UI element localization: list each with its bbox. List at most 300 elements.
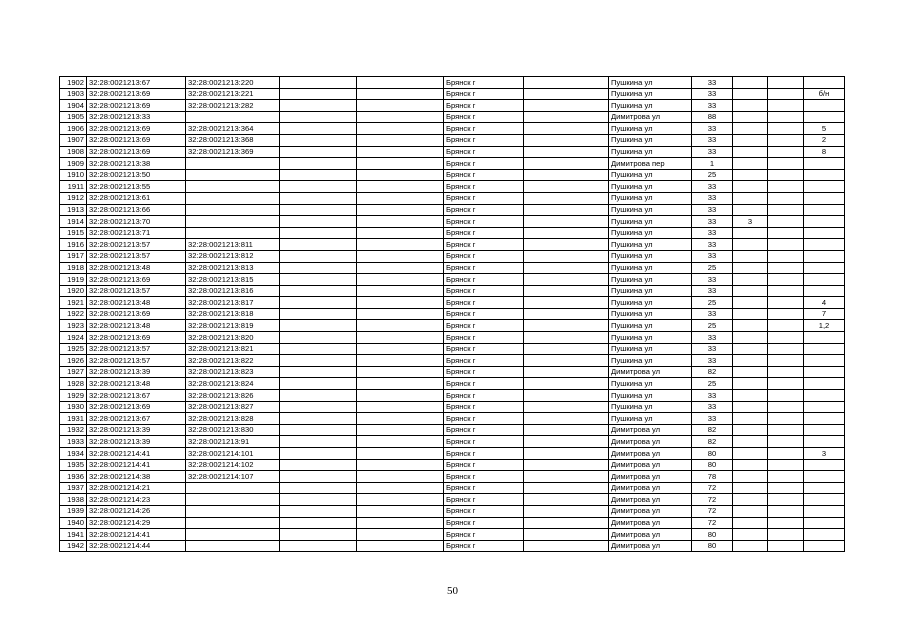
cell-empty-col-10 bbox=[768, 320, 804, 332]
cell-building bbox=[733, 181, 768, 193]
cell-empty-col-4 bbox=[357, 505, 444, 517]
cell-empty-col-6 bbox=[524, 482, 609, 494]
cell-house-number: 33 bbox=[692, 390, 733, 402]
table-row bbox=[60, 320, 845, 332]
cell-sub-cadastral-number bbox=[186, 529, 280, 541]
cell-building bbox=[733, 100, 768, 112]
cell-empty-col-3 bbox=[280, 250, 357, 262]
cell-street: Пушкина ул bbox=[609, 262, 692, 274]
cell-empty-col-3 bbox=[280, 355, 357, 367]
cell-empty-col-4 bbox=[357, 482, 444, 494]
cell-city: Брянск г bbox=[444, 459, 524, 471]
cell-empty-col-3 bbox=[280, 366, 357, 378]
cell-city: Брянск г bbox=[444, 505, 524, 517]
cell-cadastral-number: 32:28:0021214:41 bbox=[87, 448, 186, 460]
cell-apartment bbox=[804, 517, 845, 529]
cell-empty-col-4 bbox=[357, 204, 444, 216]
cell-city: Брянск г bbox=[444, 308, 524, 320]
cell-building bbox=[733, 297, 768, 309]
cell-empty-col-3 bbox=[280, 529, 357, 541]
cell-city: Брянск г bbox=[444, 540, 524, 552]
table-row bbox=[60, 448, 845, 460]
cell-empty-col-3 bbox=[280, 227, 357, 239]
cell-empty-col-10 bbox=[768, 471, 804, 483]
cell-city: Брянск г bbox=[444, 239, 524, 251]
cell-street: Пушкина ул bbox=[609, 285, 692, 297]
cell-house-number: 33 bbox=[692, 239, 733, 251]
cell-cadastral-number: 32:28:0021213:38 bbox=[87, 158, 186, 170]
table-row bbox=[60, 274, 845, 286]
cell-row-number: 1940 bbox=[60, 517, 87, 529]
cell-empty-col-10 bbox=[768, 448, 804, 460]
table-row bbox=[60, 529, 845, 541]
cell-empty-col-3 bbox=[280, 239, 357, 251]
cell-row-number: 1930 bbox=[60, 401, 87, 413]
cell-empty-col-4 bbox=[357, 471, 444, 483]
cell-empty-col-6 bbox=[524, 355, 609, 367]
cell-empty-col-6 bbox=[524, 413, 609, 425]
cell-empty-col-10 bbox=[768, 517, 804, 529]
cell-house-number: 80 bbox=[692, 459, 733, 471]
cell-empty-col-6 bbox=[524, 250, 609, 262]
cell-city: Брянск г bbox=[444, 274, 524, 286]
cell-empty-col-3 bbox=[280, 146, 357, 158]
table-row bbox=[60, 134, 845, 146]
cell-house-number: 33 bbox=[692, 308, 733, 320]
cell-apartment bbox=[804, 204, 845, 216]
cell-empty-col-6 bbox=[524, 100, 609, 112]
cell-empty-col-4 bbox=[357, 540, 444, 552]
cell-house-number: 33 bbox=[692, 204, 733, 216]
cell-row-number: 1935 bbox=[60, 459, 87, 471]
cell-apartment bbox=[804, 192, 845, 204]
cell-cadastral-number: 32:28:0021213:61 bbox=[87, 192, 186, 204]
table-row bbox=[60, 227, 845, 239]
cell-empty-col-4 bbox=[357, 158, 444, 170]
cell-sub-cadastral-number bbox=[186, 540, 280, 552]
cell-sub-cadastral-number: 32:28:0021213:822 bbox=[186, 355, 280, 367]
cell-apartment bbox=[804, 158, 845, 170]
cell-building bbox=[733, 448, 768, 460]
cell-city: Брянск г bbox=[444, 401, 524, 413]
cell-empty-col-4 bbox=[357, 459, 444, 471]
cell-empty-col-4 bbox=[357, 401, 444, 413]
table-row bbox=[60, 332, 845, 344]
cell-empty-col-6 bbox=[524, 158, 609, 170]
cell-empty-col-10 bbox=[768, 436, 804, 448]
cell-city: Брянск г bbox=[444, 169, 524, 181]
cell-street: Димитрова ул bbox=[609, 540, 692, 552]
cell-empty-col-3 bbox=[280, 448, 357, 460]
cell-empty-col-3 bbox=[280, 158, 357, 170]
cell-apartment bbox=[804, 529, 845, 541]
cell-empty-col-6 bbox=[524, 262, 609, 274]
cell-house-number: 33 bbox=[692, 100, 733, 112]
cell-apartment: 7 bbox=[804, 308, 845, 320]
cell-row-number: 1931 bbox=[60, 413, 87, 425]
cell-empty-col-6 bbox=[524, 424, 609, 436]
cell-apartment: 2 bbox=[804, 134, 845, 146]
cell-apartment bbox=[804, 482, 845, 494]
cell-sub-cadastral-number: 32:28:0021213:816 bbox=[186, 285, 280, 297]
cell-empty-col-10 bbox=[768, 262, 804, 274]
cell-street: Димитрова ул bbox=[609, 111, 692, 123]
cell-empty-col-6 bbox=[524, 111, 609, 123]
cell-empty-col-6 bbox=[524, 390, 609, 402]
cell-sub-cadastral-number bbox=[186, 158, 280, 170]
cell-row-number: 1938 bbox=[60, 494, 87, 506]
cell-city: Брянск г bbox=[444, 285, 524, 297]
cell-house-number: 82 bbox=[692, 424, 733, 436]
cell-building bbox=[733, 262, 768, 274]
cell-city: Брянск г bbox=[444, 517, 524, 529]
cell-sub-cadastral-number: 32:28:0021213:813 bbox=[186, 262, 280, 274]
cell-empty-col-10 bbox=[768, 540, 804, 552]
cell-empty-col-6 bbox=[524, 378, 609, 390]
cell-street: Пушкина ул bbox=[609, 192, 692, 204]
cell-empty-col-3 bbox=[280, 505, 357, 517]
cell-sub-cadastral-number: 32:28:0021213:282 bbox=[186, 100, 280, 112]
cell-cadastral-number: 32:28:0021213:57 bbox=[87, 250, 186, 262]
cell-empty-col-6 bbox=[524, 529, 609, 541]
cell-apartment bbox=[804, 274, 845, 286]
cell-street: Пушкина ул bbox=[609, 227, 692, 239]
table-row bbox=[60, 158, 845, 170]
cell-empty-col-6 bbox=[524, 332, 609, 344]
cell-empty-col-4 bbox=[357, 355, 444, 367]
cell-empty-col-10 bbox=[768, 308, 804, 320]
cell-city: Брянск г bbox=[444, 181, 524, 193]
cell-city: Брянск г bbox=[444, 390, 524, 402]
cell-building bbox=[733, 343, 768, 355]
cell-city: Брянск г bbox=[444, 262, 524, 274]
cell-cadastral-number: 32:28:0021213:57 bbox=[87, 239, 186, 251]
cell-empty-col-10 bbox=[768, 494, 804, 506]
cell-empty-col-3 bbox=[280, 216, 357, 228]
table-row bbox=[60, 111, 845, 123]
cell-city: Брянск г bbox=[444, 332, 524, 344]
cell-city: Брянск г bbox=[444, 88, 524, 100]
cell-city: Брянск г bbox=[444, 250, 524, 262]
cell-house-number: 25 bbox=[692, 378, 733, 390]
cell-cadastral-number: 32:28:0021213:48 bbox=[87, 297, 186, 309]
cell-empty-col-10 bbox=[768, 216, 804, 228]
cell-empty-col-6 bbox=[524, 517, 609, 529]
cell-empty-col-4 bbox=[357, 227, 444, 239]
cell-empty-col-3 bbox=[280, 436, 357, 448]
cell-city: Брянск г bbox=[444, 100, 524, 112]
cell-empty-col-3 bbox=[280, 413, 357, 425]
table-row bbox=[60, 401, 845, 413]
cell-cadastral-number: 32:28:0021213:67 bbox=[87, 413, 186, 425]
cell-city: Брянск г bbox=[444, 192, 524, 204]
cell-empty-col-3 bbox=[280, 308, 357, 320]
cell-street: Пушкина ул bbox=[609, 239, 692, 251]
cell-row-number: 1909 bbox=[60, 158, 87, 170]
cell-empty-col-3 bbox=[280, 262, 357, 274]
cell-apartment bbox=[804, 250, 845, 262]
cell-empty-col-3 bbox=[280, 88, 357, 100]
cell-empty-col-10 bbox=[768, 274, 804, 286]
cell-house-number: 78 bbox=[692, 471, 733, 483]
cell-sub-cadastral-number bbox=[186, 482, 280, 494]
cell-building bbox=[733, 308, 768, 320]
cell-street: Пушкина ул bbox=[609, 343, 692, 355]
cell-apartment bbox=[804, 424, 845, 436]
cell-empty-col-4 bbox=[357, 413, 444, 425]
cell-row-number: 1928 bbox=[60, 378, 87, 390]
cell-sub-cadastral-number bbox=[186, 227, 280, 239]
cell-empty-col-10 bbox=[768, 378, 804, 390]
cell-empty-col-6 bbox=[524, 343, 609, 355]
cell-sub-cadastral-number: 32:28:0021213:826 bbox=[186, 390, 280, 402]
cell-building bbox=[733, 111, 768, 123]
table-row bbox=[60, 181, 845, 193]
cell-building bbox=[733, 540, 768, 552]
cell-cadastral-number: 32:28:0021213:71 bbox=[87, 227, 186, 239]
cell-empty-col-4 bbox=[357, 146, 444, 158]
table-body bbox=[60, 77, 845, 552]
cell-street: Пушкина ул bbox=[609, 401, 692, 413]
cell-empty-col-10 bbox=[768, 529, 804, 541]
cell-row-number: 1927 bbox=[60, 366, 87, 378]
cell-street: Пушкина ул bbox=[609, 146, 692, 158]
cell-row-number: 1921 bbox=[60, 297, 87, 309]
cell-cadastral-number: 32:28:0021213:67 bbox=[87, 390, 186, 402]
cell-row-number: 1905 bbox=[60, 111, 87, 123]
cell-building bbox=[733, 239, 768, 251]
cell-empty-col-6 bbox=[524, 88, 609, 100]
cell-street: Пушкина ул bbox=[609, 413, 692, 425]
cell-empty-col-3 bbox=[280, 274, 357, 286]
cell-empty-col-10 bbox=[768, 77, 804, 89]
cell-cadastral-number: 32:28:0021214:38 bbox=[87, 471, 186, 483]
cell-building bbox=[733, 517, 768, 529]
cell-street: Пушкина ул bbox=[609, 320, 692, 332]
cell-empty-col-3 bbox=[280, 169, 357, 181]
cell-row-number: 1923 bbox=[60, 320, 87, 332]
table-row bbox=[60, 123, 845, 135]
cell-street: Пушкина ул bbox=[609, 134, 692, 146]
cell-street: Пушкина ул bbox=[609, 216, 692, 228]
cell-street: Димитрова ул bbox=[609, 436, 692, 448]
cell-empty-col-4 bbox=[357, 332, 444, 344]
cell-empty-col-3 bbox=[280, 100, 357, 112]
cell-city: Брянск г bbox=[444, 378, 524, 390]
cell-row-number: 1916 bbox=[60, 239, 87, 251]
cell-sub-cadastral-number bbox=[186, 505, 280, 517]
cell-row-number: 1902 bbox=[60, 77, 87, 89]
cell-empty-col-4 bbox=[357, 192, 444, 204]
cell-street: Димитрова ул bbox=[609, 482, 692, 494]
cell-cadastral-number: 32:28:0021213:69 bbox=[87, 134, 186, 146]
cell-apartment: 5 bbox=[804, 123, 845, 135]
cell-empty-col-6 bbox=[524, 285, 609, 297]
cell-city: Брянск г bbox=[444, 134, 524, 146]
cell-empty-col-3 bbox=[280, 134, 357, 146]
cell-cadastral-number: 32:28:0021213:69 bbox=[87, 401, 186, 413]
cell-sub-cadastral-number: 32:28:0021213:368 bbox=[186, 134, 280, 146]
cell-building bbox=[733, 424, 768, 436]
cell-house-number: 1 bbox=[692, 158, 733, 170]
cell-city: Брянск г bbox=[444, 424, 524, 436]
cell-empty-col-4 bbox=[357, 529, 444, 541]
cell-building bbox=[733, 482, 768, 494]
cell-street: Пушкина ул bbox=[609, 378, 692, 390]
cell-empty-col-4 bbox=[357, 169, 444, 181]
cell-street: Пушкина ул bbox=[609, 390, 692, 402]
cell-apartment: 3 bbox=[804, 448, 845, 460]
cell-empty-col-3 bbox=[280, 297, 357, 309]
cell-cadastral-number: 32:28:0021214:26 bbox=[87, 505, 186, 517]
table-row bbox=[60, 239, 845, 251]
cell-city: Брянск г bbox=[444, 111, 524, 123]
cell-empty-col-3 bbox=[280, 343, 357, 355]
cell-sub-cadastral-number bbox=[186, 204, 280, 216]
cell-apartment bbox=[804, 390, 845, 402]
table-row bbox=[60, 192, 845, 204]
cell-building bbox=[733, 192, 768, 204]
cell-building bbox=[733, 390, 768, 402]
cell-sub-cadastral-number: 32:28:0021213:91 bbox=[186, 436, 280, 448]
cell-empty-col-4 bbox=[357, 239, 444, 251]
cell-empty-col-4 bbox=[357, 123, 444, 135]
cell-empty-col-10 bbox=[768, 355, 804, 367]
cell-sub-cadastral-number: 32:28:0021213:819 bbox=[186, 320, 280, 332]
cell-house-number: 33 bbox=[692, 355, 733, 367]
cell-row-number: 1932 bbox=[60, 424, 87, 436]
cell-empty-col-4 bbox=[357, 448, 444, 460]
cell-street: Димитрова ул bbox=[609, 517, 692, 529]
cell-empty-col-6 bbox=[524, 494, 609, 506]
cell-apartment bbox=[804, 77, 845, 89]
cell-empty-col-6 bbox=[524, 297, 609, 309]
cell-row-number: 1908 bbox=[60, 146, 87, 158]
cell-house-number: 33 bbox=[692, 123, 733, 135]
cell-city: Брянск г bbox=[444, 471, 524, 483]
cell-house-number: 82 bbox=[692, 366, 733, 378]
cell-empty-col-3 bbox=[280, 471, 357, 483]
cell-building bbox=[733, 285, 768, 297]
cell-city: Брянск г bbox=[444, 297, 524, 309]
cell-house-number: 88 bbox=[692, 111, 733, 123]
cell-house-number: 33 bbox=[692, 343, 733, 355]
cell-row-number: 1918 bbox=[60, 262, 87, 274]
cell-building bbox=[733, 169, 768, 181]
cell-cadastral-number: 32:28:0021213:33 bbox=[87, 111, 186, 123]
table-row bbox=[60, 204, 845, 216]
cell-sub-cadastral-number: 32:28:0021213:369 bbox=[186, 146, 280, 158]
cell-empty-col-6 bbox=[524, 274, 609, 286]
cell-row-number: 1936 bbox=[60, 471, 87, 483]
cell-empty-col-4 bbox=[357, 111, 444, 123]
cell-empty-col-3 bbox=[280, 192, 357, 204]
cell-empty-col-3 bbox=[280, 459, 357, 471]
cell-row-number: 1924 bbox=[60, 332, 87, 344]
cell-street: Димитрова ул bbox=[609, 448, 692, 460]
cell-empty-col-10 bbox=[768, 123, 804, 135]
cell-empty-col-4 bbox=[357, 343, 444, 355]
cell-house-number: 25 bbox=[692, 262, 733, 274]
cell-house-number: 33 bbox=[692, 146, 733, 158]
table-row bbox=[60, 390, 845, 402]
cell-city: Брянск г bbox=[444, 216, 524, 228]
cell-empty-col-4 bbox=[357, 100, 444, 112]
cell-sub-cadastral-number: 32:28:0021213:221 bbox=[186, 88, 280, 100]
cell-house-number: 80 bbox=[692, 529, 733, 541]
cell-empty-col-4 bbox=[357, 390, 444, 402]
cell-city: Брянск г bbox=[444, 436, 524, 448]
cell-house-number: 25 bbox=[692, 320, 733, 332]
cell-house-number: 33 bbox=[692, 216, 733, 228]
cell-cadastral-number: 32:28:0021213:66 bbox=[87, 204, 186, 216]
cell-sub-cadastral-number: 32:28:0021213:220 bbox=[186, 77, 280, 89]
cell-row-number: 1911 bbox=[60, 181, 87, 193]
cell-sub-cadastral-number: 32:28:0021213:820 bbox=[186, 332, 280, 344]
cell-sub-cadastral-number: 32:28:0021213:824 bbox=[186, 378, 280, 390]
cell-empty-col-3 bbox=[280, 517, 357, 529]
cell-building bbox=[733, 204, 768, 216]
cell-building bbox=[733, 146, 768, 158]
cell-empty-col-4 bbox=[357, 216, 444, 228]
cell-sub-cadastral-number: 32:28:0021213:364 bbox=[186, 123, 280, 135]
cell-apartment bbox=[804, 540, 845, 552]
cell-house-number: 25 bbox=[692, 169, 733, 181]
cell-empty-col-10 bbox=[768, 181, 804, 193]
cell-sub-cadastral-number: 32:28:0021213:817 bbox=[186, 297, 280, 309]
cell-empty-col-10 bbox=[768, 250, 804, 262]
cell-row-number: 1913 bbox=[60, 204, 87, 216]
cell-sub-cadastral-number bbox=[186, 216, 280, 228]
table-row bbox=[60, 343, 845, 355]
cell-empty-col-6 bbox=[524, 320, 609, 332]
cell-row-number: 1907 bbox=[60, 134, 87, 146]
cell-sub-cadastral-number: 32:28:0021214:107 bbox=[186, 471, 280, 483]
cell-house-number: 33 bbox=[692, 227, 733, 239]
cell-cadastral-number: 32:28:0021213:69 bbox=[87, 274, 186, 286]
cell-empty-col-10 bbox=[768, 169, 804, 181]
cell-empty-col-4 bbox=[357, 517, 444, 529]
registry-table bbox=[59, 76, 845, 552]
cell-cadastral-number: 32:28:0021213:48 bbox=[87, 262, 186, 274]
cell-empty-col-3 bbox=[280, 123, 357, 135]
cell-apartment: 8 bbox=[804, 146, 845, 158]
cell-sub-cadastral-number: 32:28:0021213:811 bbox=[186, 239, 280, 251]
cell-empty-col-6 bbox=[524, 505, 609, 517]
table-row bbox=[60, 505, 845, 517]
cell-cadastral-number: 32:28:0021213:70 bbox=[87, 216, 186, 228]
cell-row-number: 1925 bbox=[60, 343, 87, 355]
table-row bbox=[60, 355, 845, 367]
cell-empty-col-6 bbox=[524, 146, 609, 158]
cell-building bbox=[733, 134, 768, 146]
cell-street: Пушкина ул bbox=[609, 297, 692, 309]
cell-sub-cadastral-number: 32:28:0021213:818 bbox=[186, 308, 280, 320]
cell-row-number: 1914 bbox=[60, 216, 87, 228]
cell-empty-col-10 bbox=[768, 332, 804, 344]
cell-empty-col-10 bbox=[768, 88, 804, 100]
cell-building bbox=[733, 123, 768, 135]
cell-apartment bbox=[804, 111, 845, 123]
cell-empty-col-6 bbox=[524, 169, 609, 181]
cell-building bbox=[733, 227, 768, 239]
cell-row-number: 1903 bbox=[60, 88, 87, 100]
cell-empty-col-4 bbox=[357, 366, 444, 378]
cell-empty-col-3 bbox=[280, 181, 357, 193]
cell-empty-col-4 bbox=[357, 320, 444, 332]
cell-empty-col-10 bbox=[768, 343, 804, 355]
cell-sub-cadastral-number bbox=[186, 494, 280, 506]
